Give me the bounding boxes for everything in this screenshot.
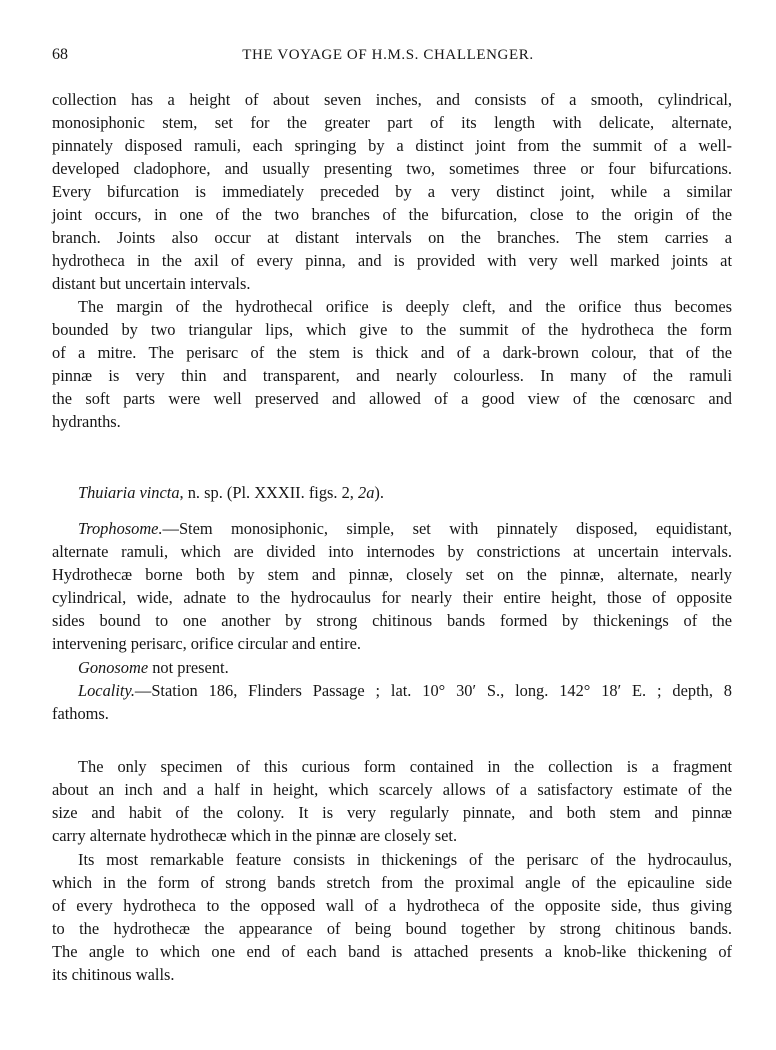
text-line: about an inch and a half in height, which scarcely allows of a satisfactory estimate of the [52, 780, 732, 799]
text-line: sides bound to one another by strong chitinous bands formed by thickenings of the [52, 611, 732, 630]
text-line: developed cladophore, and usually presenting two, sometimes three or four bifurcations. [52, 159, 732, 178]
text-line: cylindrical, wide, adnate to the hydrocaulus for nearly their entire height, those of opposite [52, 588, 732, 607]
text-line: The only specimen of this curious form contained in the collection is a fragment [78, 757, 732, 776]
species-heading [78, 482, 732, 504]
species-end: ). [374, 483, 384, 502]
page-number: 68 [52, 46, 68, 63]
text-line: to the hydrothecæ the appearance of being bound together by strong chitinous bands. [52, 919, 732, 938]
trophosome-line [78, 518, 732, 540]
species-name: Thuiaria vincta [78, 483, 180, 502]
text-line: size and habit of the colony. It is very regularly pinnate, and both stem and pinnæ [52, 803, 732, 822]
text-line: pinnæ is very thin and transparent, and nearly colourless. In many of the ramuli [52, 366, 732, 385]
text-line: —Station 186, Flinders Passage ; lat. 10° 30′ S., long. 142° 18′ E. ; depth, 8 [134, 681, 732, 700]
text-line: Hydrothecæ borne both by stem and pinnæ, closely set on the pinnæ, alternate, nearly [52, 565, 732, 584]
text-line: carry alternate hydrothecæ which in the pinnæ are closely set. [52, 826, 458, 845]
text-line: fathoms. [52, 704, 109, 723]
text-line: The margin of the hydrothecal orifice is deeply cleft, and the orifice thus becomes [78, 297, 732, 316]
species-fig: 2a [358, 483, 375, 502]
text-line: which in the form of strong bands stretch from the proximal angle of the epicauline side [52, 873, 732, 892]
text-line: —Stem monosiphonic, simple, set with pinnately disposed, equidistant, [162, 519, 732, 538]
text-line: monosiphonic stem, set for the greater part of its length with delicate, alternate, [52, 113, 732, 132]
gonosome-text: not present. [148, 658, 229, 677]
locality-label: Locality. [78, 681, 135, 700]
locality-line [78, 680, 732, 702]
trophosome-label: Trophosome. [78, 519, 163, 538]
text-line: The angle to which one end of each band is attached presents a knob-like thickening of [52, 942, 732, 961]
text-line: pinnately disposed ramuli, each springing by a distinct joint from the summit of a well- [52, 136, 732, 155]
text-line: the soft parts were well preserved and allowed of a good view of the cœnosarc and [52, 389, 732, 408]
text-line: hydranths. [52, 412, 121, 431]
species-plate-ref: , n. sp. (Pl. XXXII. figs. 2, [179, 483, 359, 502]
text-line: Its most remarkable feature consists in thickenings of the perisarc of the hydrocaulus, [78, 850, 732, 869]
text-line: hydrotheca in the axil of every pinna, and is provided with very well marked joints at [52, 251, 732, 270]
running-title: THE VOYAGE OF H.M.S. CHALLENGER. [242, 47, 534, 63]
text-line: alternate ramuli, which are divided into internodes by constrictions at uncertain intervals. [52, 542, 732, 561]
gonosome-line [78, 657, 732, 679]
text-line: its chitinous walls. [52, 965, 175, 984]
text-line: branch. Joints also occur at distant intervals on the branches. The stem carries a [52, 228, 732, 247]
text-line: collection has a height of about seven inches, and consists of a smooth, cylindrical, [52, 90, 732, 109]
text-line: bounded by two triangular lips, which give to the summit of the hydrotheca the form [52, 320, 732, 339]
text-line: intervening perisarc, orifice circular and entire. [52, 634, 361, 653]
text-line: of a mitre. The perisarc of the stem is thick and of a dark-brown colour, that of the [52, 343, 732, 362]
gonosome-label: Gonosome [78, 658, 149, 677]
text-line: of every hydrotheca to the opposed wall of a hydrotheca of the opposite side, thus giving [52, 896, 732, 915]
text-line: Every bifurcation is immediately preceded by a very distinct joint, while a similar [52, 182, 732, 201]
text-line: joint occurs, in one of the two branches of the bifurcation, close to the origin of the [52, 205, 732, 224]
text-line: distant but uncertain intervals. [52, 274, 251, 293]
